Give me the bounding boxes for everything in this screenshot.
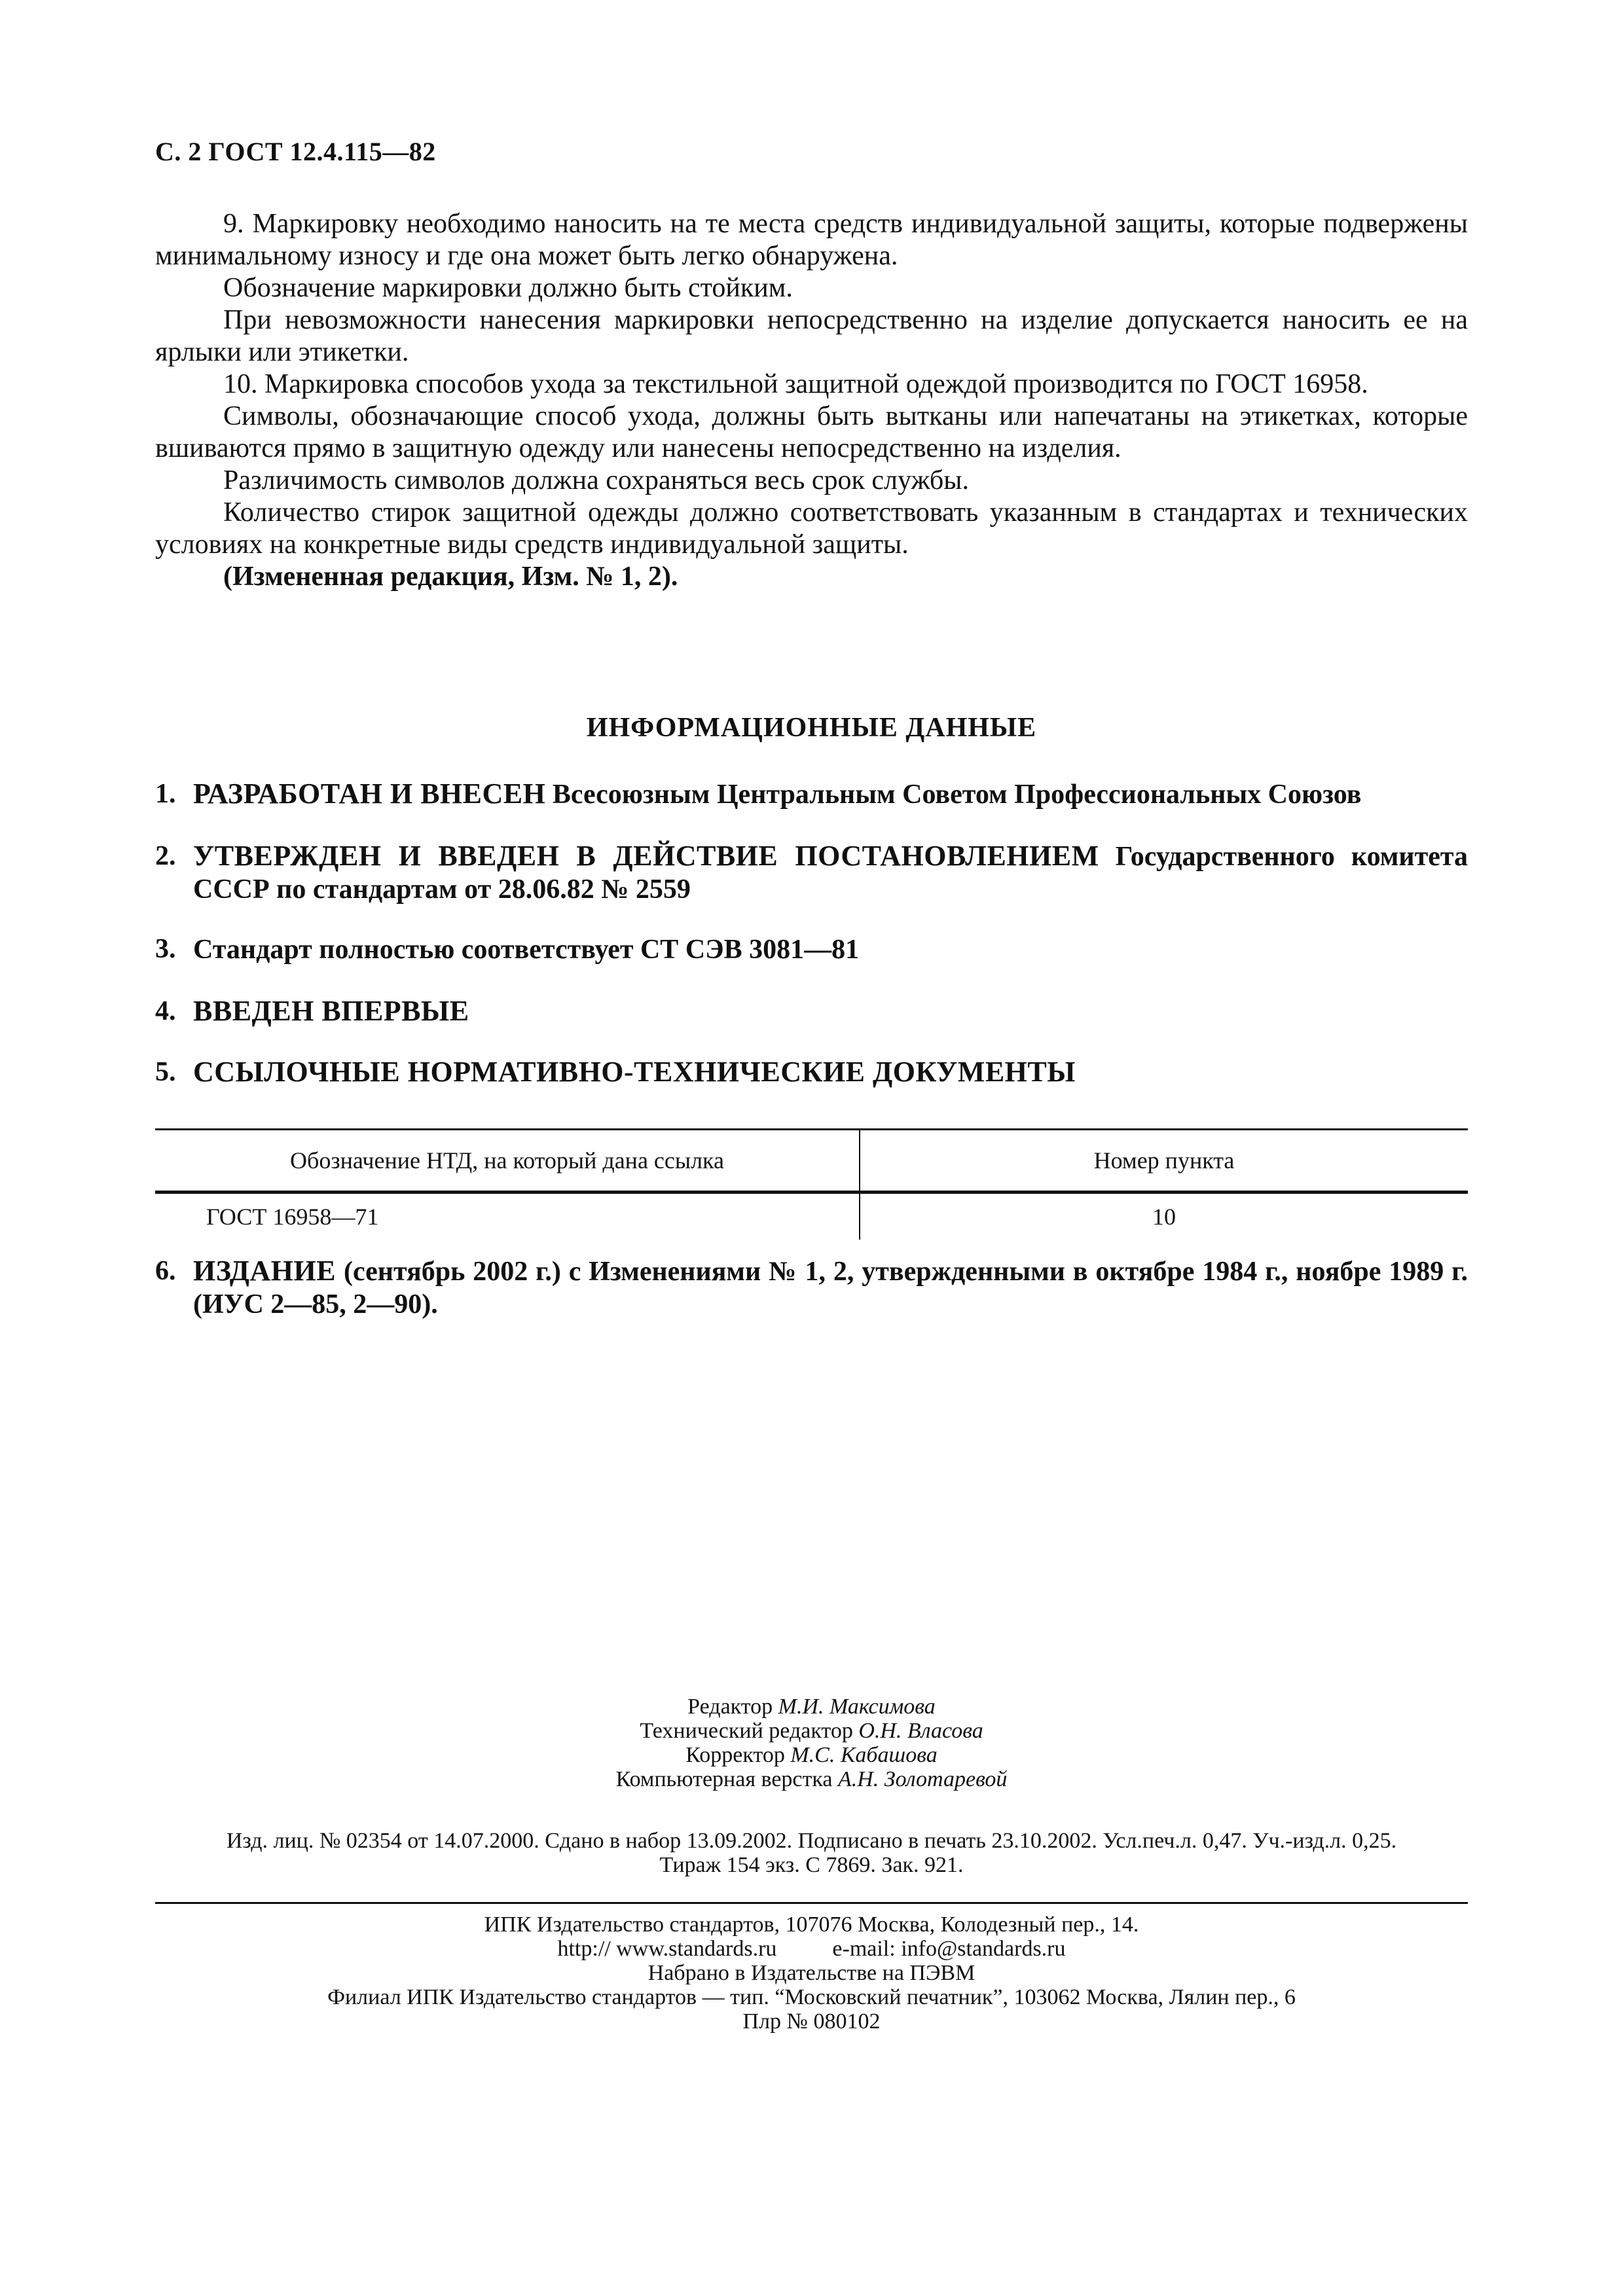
staff-name: М.И. Максимова — [778, 1695, 936, 1719]
paragraph: 10. Маркировка способов ухода за текстильной защитной одеждой производится по ГОСТ 16958. — [223, 369, 1368, 399]
item-text: Стандарт полностью соответствует СТ СЭВ 3081—81 — [193, 935, 860, 965]
staff-line — [155, 1695, 1468, 1719]
item-text: Государственного комитета СССР по стандартам от 28.06.82 № 2559 — [193, 842, 1468, 905]
item-caps: ВВЕДЕН ВПЕРВЫЕ — [193, 995, 469, 1027]
publisher-line: http:// www.standards.ru e-mail: info@standards.ru — [557, 1937, 1066, 1961]
publisher-line: Плр № 080102 — [742, 2009, 881, 2034]
item-number: 2. — [155, 841, 176, 871]
paragraph: При невозможности нанесения маркировки непосредственно на изделие допускается наносить ее на ярлыки или этикетки. — [155, 305, 1468, 367]
item-text: (сентябрь 2002 г.) с Изменениями № 1, 2, утвержденными в октябре 1984 г., ноябре 1989 г. (ИУС 2—85, 2—90). — [193, 1257, 1468, 1319]
item-caps: РАЗРАБОТАН И ВНЕСЕН — [193, 778, 546, 810]
staff-role: Компьютерная верстка — [615, 1767, 833, 1791]
item-text: Всесоюзным Центральным Советом Профессиональных Союзов — [545, 780, 1362, 810]
staff-name: М.С. Кабашова — [790, 1743, 938, 1767]
staff-line — [155, 1743, 1468, 1767]
item-number: 6. — [155, 1256, 176, 1286]
running-head: С. 2 ГОСТ 12.4.115—82 — [155, 137, 436, 166]
item-caps: УТВЕРЖДЕН И ВВЕДЕН В ДЕЙСТВИЕ ПОСТАНОВЛЕНИЕМ — [193, 840, 1099, 872]
publisher-line: Филиал ИПК Издательство стандартов — тип. “Московский печатник”, 103062 Москва, Лялин пер., 6 — [327, 1985, 1296, 2009]
staff-line — [155, 1719, 1468, 1743]
info-item-approved — [155, 840, 1468, 906]
paragraph: Символы, обозначающие способ ухода, должны быть вытканы или напечатаны на этикетках, которые вшиваются прямо в защитную одежду или нанесены непосредственно на изделия. — [155, 401, 1468, 463]
item-caps: ИЗДАНИЕ — [193, 1255, 337, 1287]
body-text — [155, 208, 1468, 593]
imprint-publication-data — [155, 1829, 1468, 1877]
staff-name: А.Н. Золотаревой — [837, 1767, 1008, 1791]
amended-note: (Измененная редакция, Изм. № 1, 2). — [223, 562, 678, 592]
staff-role: Корректор — [685, 1743, 785, 1767]
publisher-line: Набрано в Издательстве на ПЭВМ — [647, 1961, 976, 1985]
info-item-first-introduced — [155, 995, 1468, 1028]
item-number: 4. — [155, 996, 176, 1026]
table-cell-clause: 10 — [1152, 1204, 1176, 1230]
paragraph: 9. Маркировку необходимо наносить на те места средств индивидуальной защиты, которые подвержены минимальному износу и где она может быть легко обнаружена. — [155, 209, 1468, 271]
table-cell-ntd: ГОСТ 16958—71 — [155, 1193, 860, 1240]
staff-name: О.Н. Власова — [858, 1719, 983, 1743]
paragraph: Обозначение маркировки должно быть стойким. — [223, 273, 793, 303]
publication-line: Тираж 154 экз. С 7869. Зак. 921. — [659, 1853, 964, 1877]
references-table — [155, 1128, 1468, 1240]
imprint-staff — [155, 1695, 1468, 1791]
info-item-conformity — [155, 933, 1468, 966]
info-item-references — [155, 1056, 1468, 1089]
item-number: 1. — [155, 779, 176, 809]
info-item-developed — [155, 778, 1468, 811]
publication-line: Изд. лиц. № 02354 от 14.07.2000. Сдано в набор 13.09.2002. Подписано в печать 23.10.2002. Усл.печ.л. 0,47. Уч.-изд.л. 0,25. — [226, 1829, 1397, 1853]
imprint-publisher — [155, 1912, 1468, 2034]
staff-role: Технический редактор — [640, 1719, 853, 1743]
item-number: 5. — [155, 1057, 176, 1087]
item-caps: ССЫЛОЧНЫЕ НОРМАТИВНО-ТЕХНИЧЕСКИЕ ДОКУМЕНТЫ — [193, 1056, 1076, 1088]
column-header-ntd: Обозначение НТД, на который дана ссылка — [155, 1130, 860, 1193]
imprint-divider — [155, 1902, 1468, 1904]
column-header-clause: Номер пункта — [860, 1130, 1468, 1193]
staff-line — [155, 1767, 1468, 1791]
table-row — [155, 1193, 1468, 1240]
publisher-line: ИПК Издательство стандартов, 107076 Москва, Колодезный пер., 14. — [484, 1912, 1139, 1937]
table-header-row — [155, 1130, 1468, 1193]
paragraph: Количество стирок защитной одежды должно соответствовать указанным в стандартах и технических условиях на конкретные виды средств индивидуальной защиты. — [155, 497, 1468, 560]
info-section-title: ИНФОРМАЦИОННЫЕ ДАННЫЕ — [586, 713, 1037, 743]
item-number: 3. — [155, 934, 176, 964]
staff-role: Редактор — [687, 1695, 773, 1719]
info-item-edition — [155, 1255, 1468, 1321]
paragraph: Различимость символов должна сохраняться весь срок службы. — [223, 465, 970, 495]
